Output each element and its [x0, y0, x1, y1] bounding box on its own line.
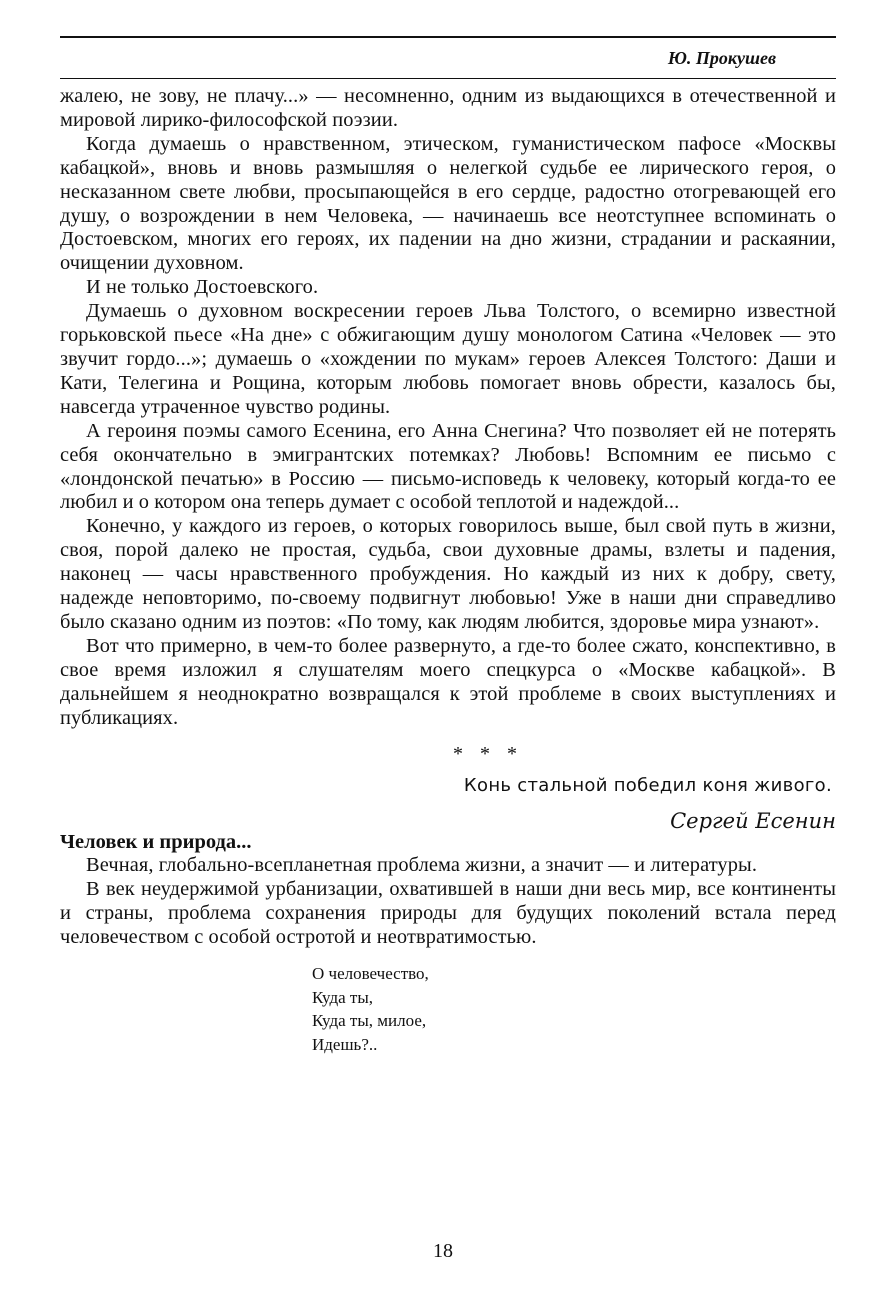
- epigraph-signature: Сергей Есенин: [670, 809, 836, 834]
- page: [60, 36, 836, 1056]
- poem-line: О человечество,: [312, 964, 429, 984]
- paragraph: жалею, не зову, не плачу...» — несомненно, одним из выдающихся в отечественной и мировой лирико-философской поэзии.: [60, 85, 836, 131]
- paragraph: И не только Достоевского.: [86, 276, 319, 299]
- poem-quote: [312, 962, 836, 1056]
- paragraph: Когда думаешь о нравственном, этическом, гуманистическом пафосе «Москвы кабацкой», вновь и вновь размышляя о нелегкой судьбе ее лирического героя, о несказанном свете любви, просыпающейся в его сердце, радостно отогревающей его душу, о возрождении в нем Человека, — начинаешь все неотступнее вспоминать о Достоевском, многих его героях, их падении на дно жизни, страдании и раскаянии, очищении духовном.: [60, 132, 836, 275]
- body-text-bottom: [60, 854, 836, 950]
- header-bottom-rule: [60, 78, 836, 79]
- paragraph: Вечная, глобально-всепланетная проблема жизни, а значит — и литературы.: [86, 854, 758, 877]
- paragraph: Конечно, у каждого из героев, о которых говорилось выше, был свой путь в жизни, своя, порой далеко не простая, судьба, свои духовные драмы, взлеты и падения, наконец — часы нравственного пробуждения. Но каждый из них к добру, свету, надежде неповторимо, по-своему подвигнут любовью! Уже в наши дни справедливо было сказано одним из поэтов: «По тому, как людям любится, здоровье мира узнают».: [60, 515, 836, 633]
- page-number: 18: [433, 1240, 453, 1262]
- paragraph: Вот что примерно, в чем-то более развернуто, а где-то более сжато, конспективно, в свое время изложил я слушателям моего спецкурса о «Москве кабацкой». В дальнейшем я неоднократно возвращался к этой проблеме в своих выступлениях и публикациях.: [60, 634, 836, 729]
- paragraph: А героиня поэмы самого Есенина, его Анна Снегина? Что позволяет ей не потерять себя окончательно в эмигрантских потемках? Любовь! Вспомним ее письмо с «лондонской печатью» в Россию — письмо-исповедь к человеку, который когда-то ее любил и о котором она теперь думает с особой теплотой и надеждой...: [60, 419, 836, 514]
- poem-line: Куда ты,: [312, 987, 374, 1007]
- running-header: Ю. Прокушев: [667, 48, 776, 68]
- section-heading: Человек и природа...: [60, 831, 252, 854]
- body-text-top: [60, 85, 836, 730]
- poem-line: Куда ты, милое,: [312, 1011, 427, 1031]
- paragraph: Думаешь о духовном воскресении героев Льва Толстого, о всемирно известной горьковской пьесе «На дне» с обжигающим душу монологом Сатина «Человек — это звучит гордо...»; думаешь о «хождении по мукам» героев Алексея Толстого: Даши и Кати, Телегина и Рощина, которым любовь помогает вновь обрести, казалось бы, навсегда утраченное чувство родины.: [60, 300, 836, 418]
- epigraph: Конь стальной победил коня живого.: [463, 775, 832, 797]
- section-divider: * * *: [453, 743, 523, 766]
- poem-line: Идешь?..: [312, 1034, 378, 1054]
- paragraph: В век неудержимой урбанизации, охватившей в наши дни весь мир, все континенты и страны, проблема сохранения природы для будущих поколений встала перед человечеством с особой остротой и неотвратимостью.: [60, 878, 836, 949]
